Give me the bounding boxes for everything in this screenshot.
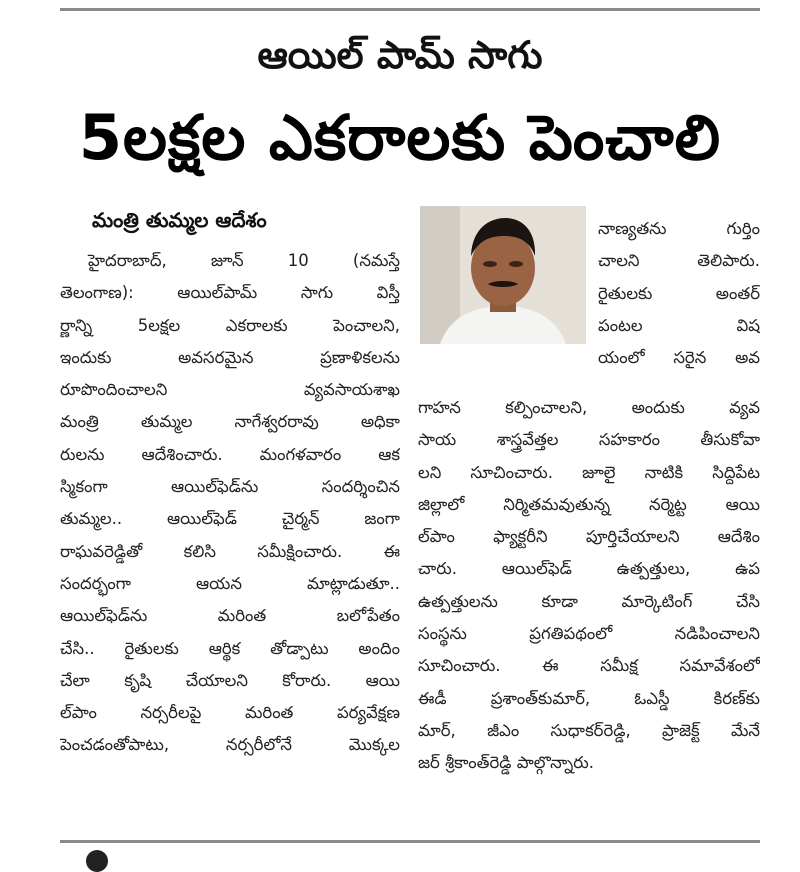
text-line: లని సూచించారు. జూలై నాటికి సిద్దిపేట — [418, 462, 760, 482]
text-line: ఇందుకు అవసరమైన ప్రణాళికలను — [60, 347, 400, 367]
text-line: చారు. ఆయిల్‌ఫెడ్‌ ఉత్పత్తులు, ఉప — [418, 559, 760, 579]
text-line: ల్‌పాం ఫ్యాక్టరీని పూర్తిచేయాలని ఆదేశిం — [418, 527, 760, 547]
text-line: తుమ్మల.. ఆయిల్‌ఫెడ్‌ చైర్మన్‌ జంగా — [60, 509, 400, 529]
portrait-illustration — [420, 206, 586, 344]
text-line: రాఘవరెడ్డితో కలిసి సమీక్షించారు. ఈ — [60, 541, 400, 561]
text-line: హైదరాబాద్‌, జూన్‌ 10 (నమస్తే — [88, 251, 400, 270]
text-line: ఉత్పత్తులను కూడా మార్కెటింగ్‌ చేసి — [418, 591, 760, 611]
text-line: సందర్భంగా ఆయన మాట్లాడుతూ.. — [60, 573, 400, 593]
text-line: ర్ణాన్ని 5లక్షల ఎకరాలకు పెంచాలని, — [60, 315, 400, 335]
article-subhead: మంత్రి తుమ్మల ఆదేశం — [92, 208, 267, 232]
text-line: గాహన కల్పించాలని, అందుకు వ్యవ — [418, 398, 760, 417]
left-text-column — [60, 245, 400, 762]
text-line: జర్‌ శ్రీకాంత్‌రెడ్డి పాల్గొన్నారు. — [418, 753, 594, 773]
text-line: సూచించారు. ఈ సమీక్ష సమావేశంలో — [418, 656, 760, 676]
text-line: రైతులకు అంతర్‌ — [598, 283, 760, 303]
article-headline: 5లక్షల ఎకరాలకు పెంచాలి — [78, 101, 722, 174]
text-line: ఆయిల్‌ఫెడ్‌ను మరింత బలోపేతం — [60, 606, 400, 626]
text-line: చేసి.. రైతులకు ఆర్థిక తోడ్పాటు అందిం — [60, 638, 400, 658]
article-kicker: ఆయిల్‌ పామ్‌ సాగు — [257, 33, 543, 77]
text-line: తెలంగాణ): ఆయిల్‌పామ్‌ సాగు విస్తీ — [60, 283, 400, 303]
text-line: మంత్రి తుమ్మల నాగేశ్వరరావు అధికా — [60, 412, 400, 432]
text-line: పంటల విష — [598, 315, 760, 335]
text-line: సాయ శాస్త్రవేత్తల సహకారం తీసుకోవా — [418, 430, 760, 450]
text-line: రూపొందించాలని వ్యవసాయశాఖ — [60, 380, 400, 400]
text-line: చాలని తెలిపారు. — [598, 251, 760, 271]
text-line: చేలా కృషి చేయాలని కోరారు. ఆయి — [60, 670, 400, 690]
text-line: ఈడీ ప్రశాంత్‌కుమార్‌, ఓఎస్డీ కిరణ్‌కు — [418, 688, 760, 708]
text-line: రులను ఆదేశించారు. మంగళవారం ఆక — [60, 444, 400, 464]
text-line: నాణ్యతను గుర్తిం — [598, 219, 760, 238]
top-rule — [60, 8, 760, 11]
text-line: స్మికంగా ఆయిల్‌ఫెడ్‌ను సందర్శించిన — [60, 477, 400, 497]
text-line: ల్‌పాం నర్సరీలపై మరింత పర్యవేక్షణ — [60, 703, 400, 723]
text-line: జిల్లాలో నిర్మితమవుతున్న నర్మెట్ట ఆయి — [418, 494, 760, 514]
minister-photo — [420, 206, 586, 344]
text-line: పెంచడంతోపాటు, నర్సరీలోనే మొక్కల — [60, 735, 400, 755]
bottom-rule — [60, 840, 760, 843]
text-line: సంస్థను ప్రగతిపథంలో నడిపించాలని — [418, 624, 760, 644]
right-narrow-text-column — [598, 213, 760, 374]
text-line: మార్‌, జీఎం సుధాకర్‌రెడ్డి, ప్రాజెక్ట్‌ మేనే — [418, 720, 760, 740]
text-line: యంలో సరైన అవ — [598, 348, 760, 368]
right-text-column — [418, 392, 760, 780]
